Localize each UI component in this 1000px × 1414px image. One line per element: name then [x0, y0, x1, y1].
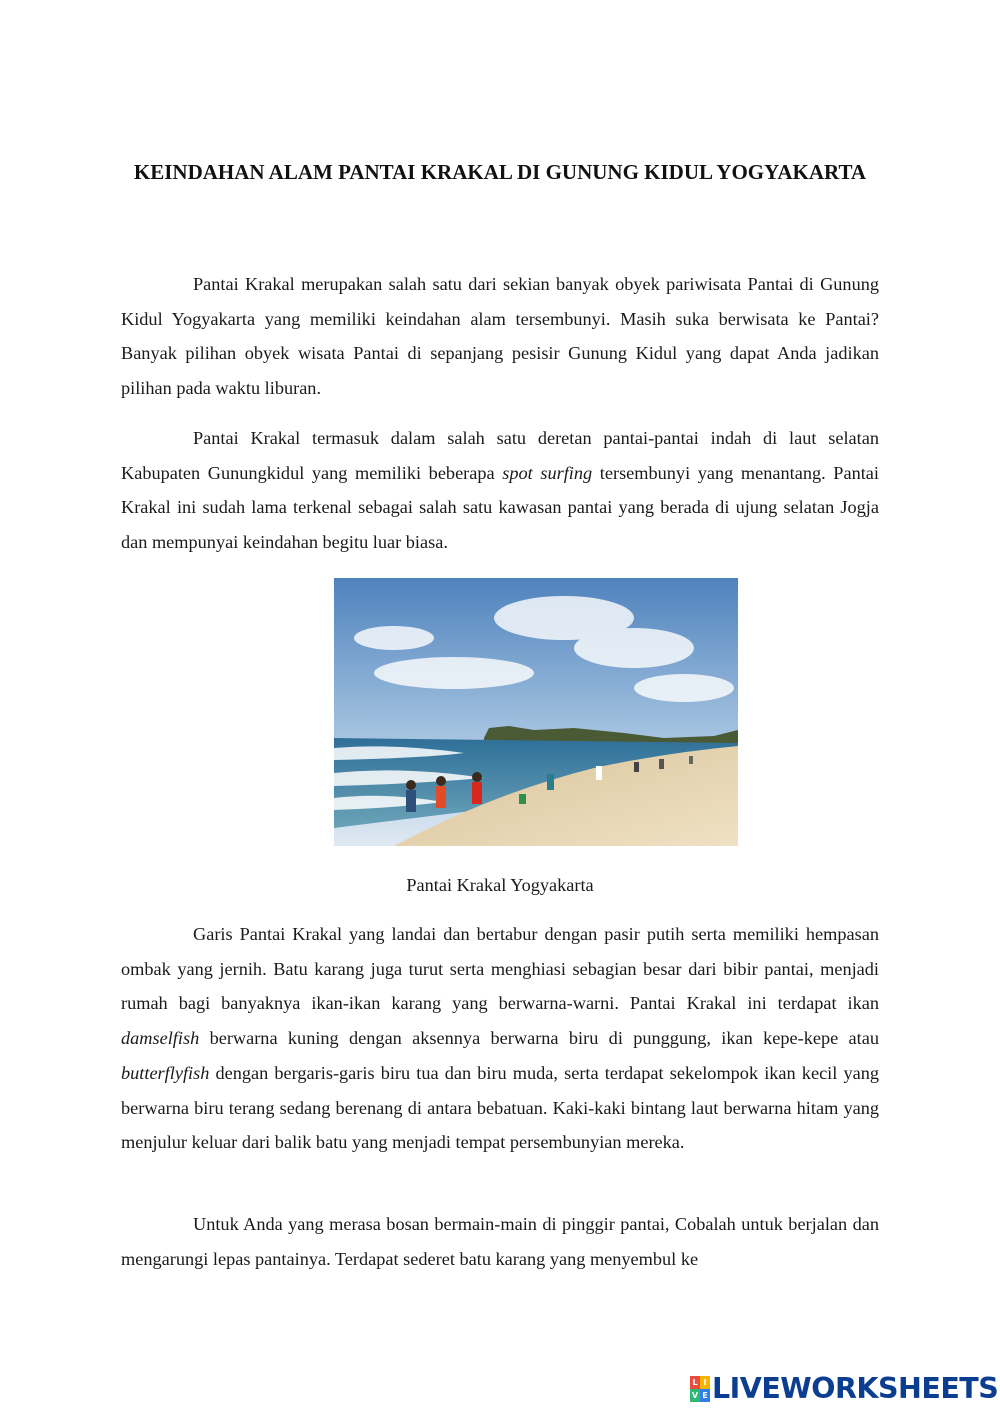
paragraph-text: berwarna kuning dengan aksennya berwarna biru di punggung, ikan kepe-kepe atau: [199, 1028, 879, 1049]
beach-photo: [334, 578, 738, 846]
paragraph-text: dengan bergaris-garis biru tua dan biru muda, serta terdapat sekelompok ikan kecil yang berwarna biru terang sedang berenang di antara bebatuan. Kaki-kaki bintang laut berwarna hitam yang menjulur keluar dari balik batu yang menjadi tempat persembunyian mereka.: [121, 1062, 879, 1153]
brand-name: LIVEWORKSHEETS: [712, 1372, 999, 1405]
logo-letter-l: L: [690, 1376, 700, 1389]
paragraph-text: Pantai Krakal merupakan salah satu dari sekian banyak obyek pariwisata Pantai di Gunung Kidul Yogyakarta yang memiliki keindahan alam tersembunyi. Masih suka berwisata ke Pantai? Banyak pilihan obyek wisata Pantai di sepanjang pesisir Gunung Kidul yang dapat Anda jadikan pilihan pada waktu liburan.: [121, 274, 879, 399]
beach-scene-illustration: [334, 578, 738, 846]
paragraph-text: Untuk Anda yang merasa bosan bermain-main di pinggir pantai, Cobalah untuk berjalan dan mengarungi lepas pantainya. Terdapat sederet batu karang yang menyembul ke: [121, 1214, 879, 1269]
logo-letter-v: V: [691, 1391, 699, 1400]
paragraph-explore: [121, 1207, 879, 1276]
logo-letter-e: E: [700, 1389, 710, 1402]
paragraph-surfing: [121, 421, 879, 560]
italic-term: spot surfing: [502, 462, 593, 483]
paragraph-text: Garis Pantai Krakal yang landai dan bertabur dengan pasir putih serta memiliki hempasan ombak yang jernih. Batu karang juga turut serta menghiasi sebagian besar dari bibir pantai, menjadi rumah bagi banyaknya ikan-ikan karang yang berwarna-warni. Pantai Krakal ini terdapat ikan: [121, 924, 879, 1014]
italic-term: damselfish: [121, 1028, 200, 1049]
paragraph-text: Pantai Krakal termasuk dalam salah satu deretan pantai-pantai indah di laut selatan Kabupaten Gunungkidul yang memiliki beberapa: [121, 428, 879, 483]
logo-letter-i: I: [700, 1376, 710, 1389]
paragraph-text: tersembunyi yang menantang. Pantai Krakal ini sudah lama terkenal sebagai salah satu kawasan pantai yang berada di ujung selatan Jogja dan mempunyai keindahan begitu luar biasa.: [121, 462, 880, 553]
figure-caption: Pantai Krakal Yogyakarta: [406, 875, 594, 895]
italic-term: butterflyfish: [121, 1062, 210, 1083]
page-title: KEINDAHAN ALAM PANTAI KRAKAL DI GUNUNG KIDUL YOGYAKARTA: [133, 160, 867, 184]
paragraph-marine-life: [121, 917, 879, 1160]
logo-icon: [690, 1376, 710, 1402]
paragraph-intro: [121, 267, 879, 406]
liveworksheets-logo: [690, 1372, 998, 1406]
